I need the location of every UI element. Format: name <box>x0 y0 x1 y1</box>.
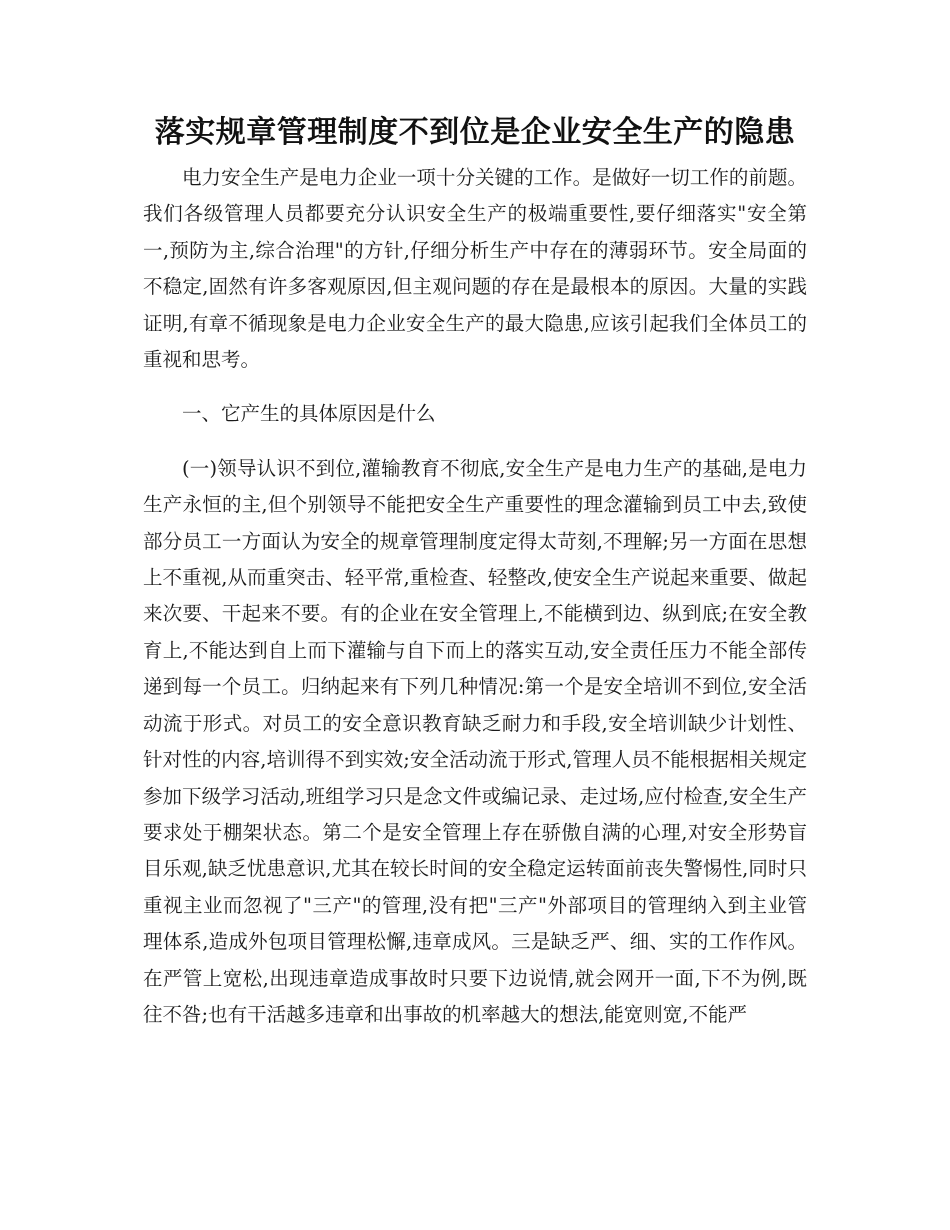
section-heading: 一、它产生的具体原因是什么 <box>182 402 436 426</box>
paragraph-spacer <box>143 433 807 451</box>
paragraph-spacer <box>143 378 807 396</box>
document-title: 落实规章管理制度不到位是企业安全生产的隐患 <box>154 115 796 150</box>
intro-paragraph: 电力安全生产是电力企业一项十分关键的工作。是做好一切工作的前题。我们各级管理人员都要充分认识安全生产的极端重要性,要仔细落实"安全第一,预防为主,综合治理"的方针,仔细分析生产中存在的薄弱环节。安全局面的不稳定,固然有许多客观原因,但主观问题的存在是最根本的原因。大量的实践证明,有章不循现象是电力企业安全生产的最大隐患,应该引起我们全体员工的重视和思考。 <box>143 166 807 372</box>
section-paragraph: (一)领导认识不到位,灌输教育不彻底,安全生产是电力生产的基础,是电力生产永恒的主,但个别领导不能把安全生产重要性的理念灌输到员工中去,致使部分员工一方面认为安全的规章管理制度定得太苛刻,不理解;另一方面在思想上不重视,从而重突击、轻平常,重检查、轻整改,使安全生产说起来重要、做起来次要、干起来不要。有的企业在安全管理上,不能横到边、纵到底;在安全教育上,不能达到自上而下灌输与自下而上的落实互动,安全责任压力不能全部传递到每一个员工。归纳起来有下列几种情况:第一个是安全培训不到位,安全活动流于形式。对员工的安全意识教育缺乏耐力和手段,安全培训缺少计划性、针对性的内容,培训得不到实效;安全活动流于形式,管理人员不能根据相关规定参加下级学习活动,班组学习只是念文件或编记录、走过场,应付检查,安全生产要求处于棚架状态。第二个是安全管理上存在骄傲自满的心理,对安全形势盲目乐观,缺乏忧患意识,尤其在较长时间的安全稳定运转面前丧失警惕性,同时只重视主业而忽视了"三产"的管理,没有把"三产"外部项目的管理纳入到主业管理体系,造成外包项目管理松懈,违章成风。三是缺乏严、细、实的工作作风。在严管上宽松,出现违章造成事故时只要下边说情,就会网开一面,下不为例,既往不咎;也有干活越多违章和出事故的机率越大的想法,能宽则宽,不能严 <box>143 456 807 1026</box>
document-body <box>143 160 807 1033</box>
